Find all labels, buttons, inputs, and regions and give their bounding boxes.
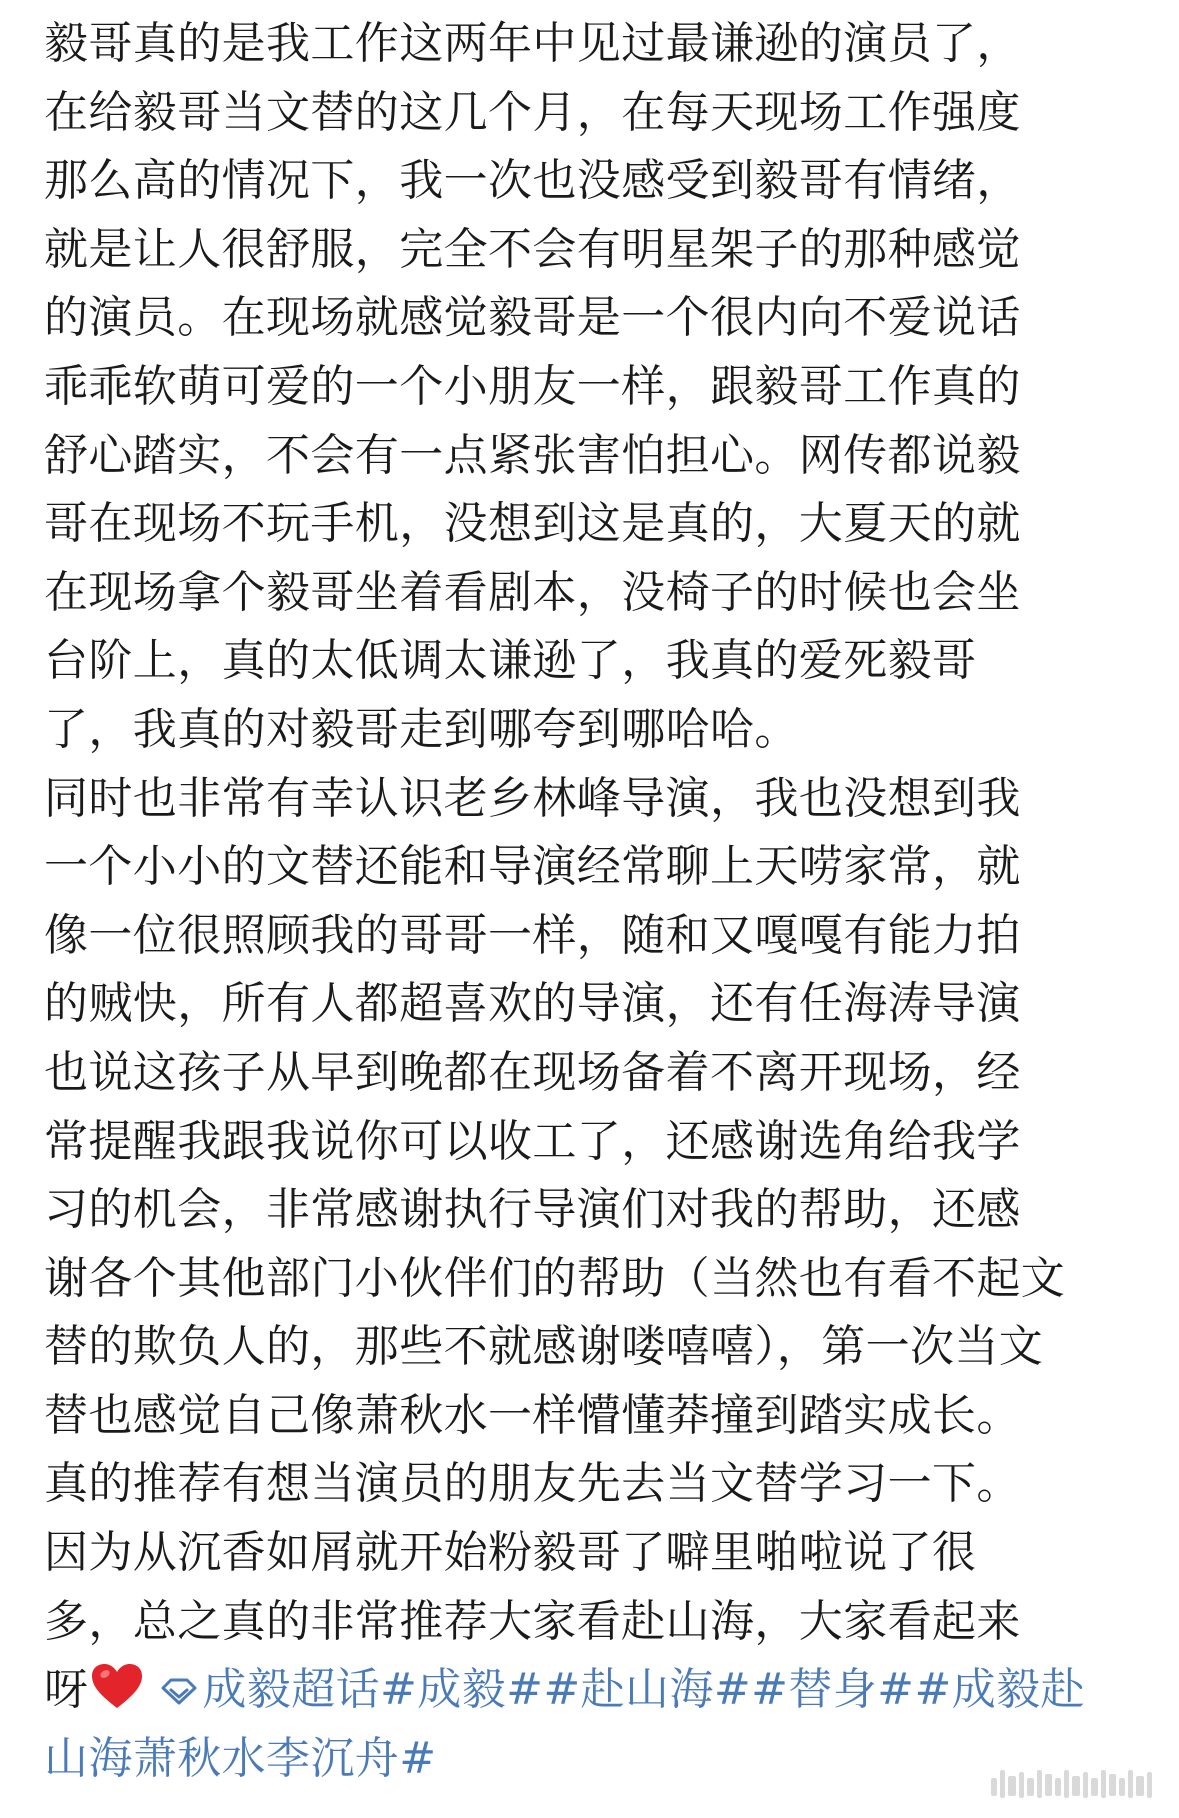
hashtag-link-chengyi-fushanhai-end[interactable]: 山海萧秋水李沉舟# [44,1732,437,1784]
post-text-tail: 呀 [44,1664,89,1716]
post-line: 替的欺负人的，那些不就感谢喽嘻嘻），第一次当文 [44,1321,1044,1373]
post-body [44,10,1134,1793]
post-line: 习的机会，非常感谢执行导演们对我的帮助，还感 [44,1184,1021,1236]
hashtag-link-chengyi-fushanhai-start[interactable]: #成毅赴 [914,1664,1085,1716]
post-line: 一个小小的文替还能和导演经常聊上天唠家常，就 [44,841,1021,893]
hashtag-link-tishen[interactable]: #替身# [751,1664,915,1716]
post-line-hashtags-cont [44,1725,1134,1794]
post-line: 也说这孩子从早到晚都在现场备着不离开现场，经 [44,1046,1021,1098]
post-line: 替也感觉自己像萧秋水一样懵懂莽撞到踏实成长。 [44,1389,1021,1441]
post-line: 在现场拿个毅哥坐着看剧本，没椅子的时候也会坐 [44,566,1021,618]
post-line: 的演员。在现场就感觉毅哥是一个很内向不爱说话 [44,292,1021,344]
post-line: 毅哥真的是我工作这两年中见过最谦逊的演员了， [44,18,1021,69]
post-line: 因为从沉香如屑就开始粉毅哥了噼里啪啦说了很 [44,1527,977,1579]
post-line: 在给毅哥当文替的这几个月，在每天现场工作强度 [44,86,1021,138]
hashtag-link-chengyi[interactable]: #成毅# [380,1664,544,1716]
post-line: 谢各个其他部门小伙伴们的帮助（当然也有看不起文 [44,1252,1066,1304]
diamond-topic-icon[interactable] [160,1658,198,1688]
post-line: 那么高的情况下，我一次也没感受到毅哥有情绪， [44,155,1021,207]
post-line: 舒心踏实，不会有一点紧张害怕担心。网传都说毅 [44,429,1021,481]
post-line: 乖乖软萌可爱的一个小朋友一样，跟毅哥工作真的 [44,360,1021,412]
post-line-hashtags [44,1656,1134,1725]
post-line: 哥在现场不玩手机，没想到这是真的，大夏天的就 [44,498,1021,550]
hashtag-link-fushanhai[interactable]: #赴山海# [543,1664,752,1716]
weibo-watermark-icon [991,1764,1161,1804]
post-line: 多，总之真的非常推荐大家看赴山海，大家看起来 [44,1595,1021,1647]
post-line: 常提醒我跟我说你可以收工了，还感谢选角给我学 [44,1115,1021,1167]
post-line: 了，我真的对毅哥走到哪夸到哪哈哈。 [44,703,799,755]
post-line: 的贼快，所有人都超喜欢的导演，还有任海涛导演 [44,978,1021,1030]
post-line: 同时也非常有幸认识老乡林峰导演，我也没想到我 [44,772,1021,824]
heart-icon [90,1662,144,1712]
post-line: 就是让人很舒服，完全不会有明星架子的那种感觉 [44,223,1021,275]
post-line: 台阶上，真的太低调太谦逊了，我真的爱死毅哥 [44,635,977,687]
topic-link-chengyi-chaohua[interactable]: 成毅超话 [202,1664,381,1716]
post-line: 像一位很照顾我的哥哥一样，随和又嘎嘎有能力拍 [44,909,1021,961]
post-line: 真的推荐有想当演员的朋友先去当文替学习一下。 [44,1458,1021,1510]
